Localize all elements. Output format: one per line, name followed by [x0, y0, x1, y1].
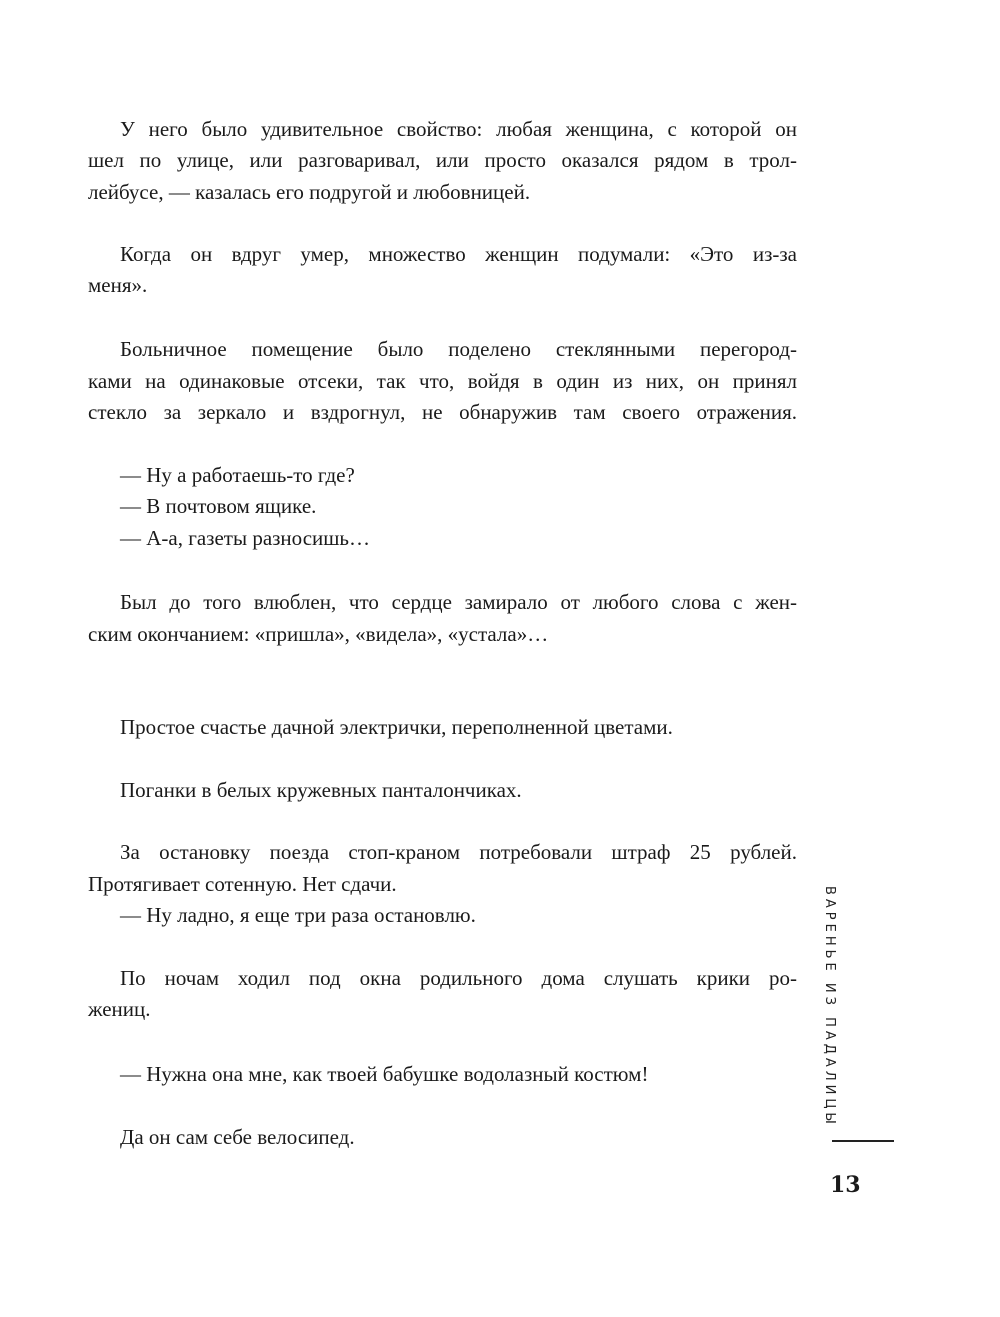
- text-line: стекло за зеркало и вздрогнул, не обнаружив там своего отражения.: [88, 400, 797, 424]
- text-line: — Ну а работаешь-то где?: [120, 463, 355, 487]
- text-line: — А-а, газеты разносишь…: [120, 526, 371, 550]
- text-line: ским окончанием: «пришла», «видела», «устала»…: [88, 622, 549, 646]
- text-line: За остановку поезда стоп-краном потребовали штраф 25 рублей.: [120, 840, 797, 864]
- text-line: По ночам ходил под окна родильного дома слушать крики ро-: [120, 966, 797, 990]
- text-line: Когда он вдруг умер, множество женщин подумали: «Это из-за: [120, 242, 797, 266]
- text-line: Был до того влюблен, что сердце замирало от любого слова с жен-: [120, 590, 797, 614]
- text-line: шел по улице, или разговаривал, или просто оказался рядом в трол-: [88, 148, 797, 172]
- text-line: Больничное помещение было поделено стеклянными перегород-: [120, 337, 797, 361]
- text-line: У него было удивительное свойство: любая женщина, с которой он: [120, 117, 797, 141]
- text-line: — В почтовом ящике.: [120, 494, 317, 518]
- text-line: Протягивает сотенную. Нет сдачи.: [88, 872, 397, 896]
- text-line: меня».: [88, 273, 148, 297]
- text-line: — Нужна она мне, как твоей бабушке водолазный костюм!: [120, 1062, 649, 1086]
- text-line: Да он сам себе велосипед.: [120, 1125, 355, 1149]
- text-line: лейбусе, — казалась его подругой и любовницей.: [88, 180, 531, 204]
- text-line: жениц.: [88, 997, 151, 1021]
- text-line: Поганки в белых кружевных панталончиках.: [120, 778, 522, 802]
- text-line: ками на одинаковые отсеки, так что, войдя в один из них, он принял: [88, 369, 797, 393]
- running-title: ВАРЕНЬЕ ИЗ ПАДАЛИЦЫ: [822, 886, 837, 1128]
- text-line: Простое счастье дачной электрички, переполненной цветами.: [120, 715, 673, 739]
- page-number: 13: [830, 1172, 861, 1198]
- text-line: — Ну ладно, я еще три раза остановлю.: [120, 903, 476, 927]
- divider: [832, 1140, 894, 1142]
